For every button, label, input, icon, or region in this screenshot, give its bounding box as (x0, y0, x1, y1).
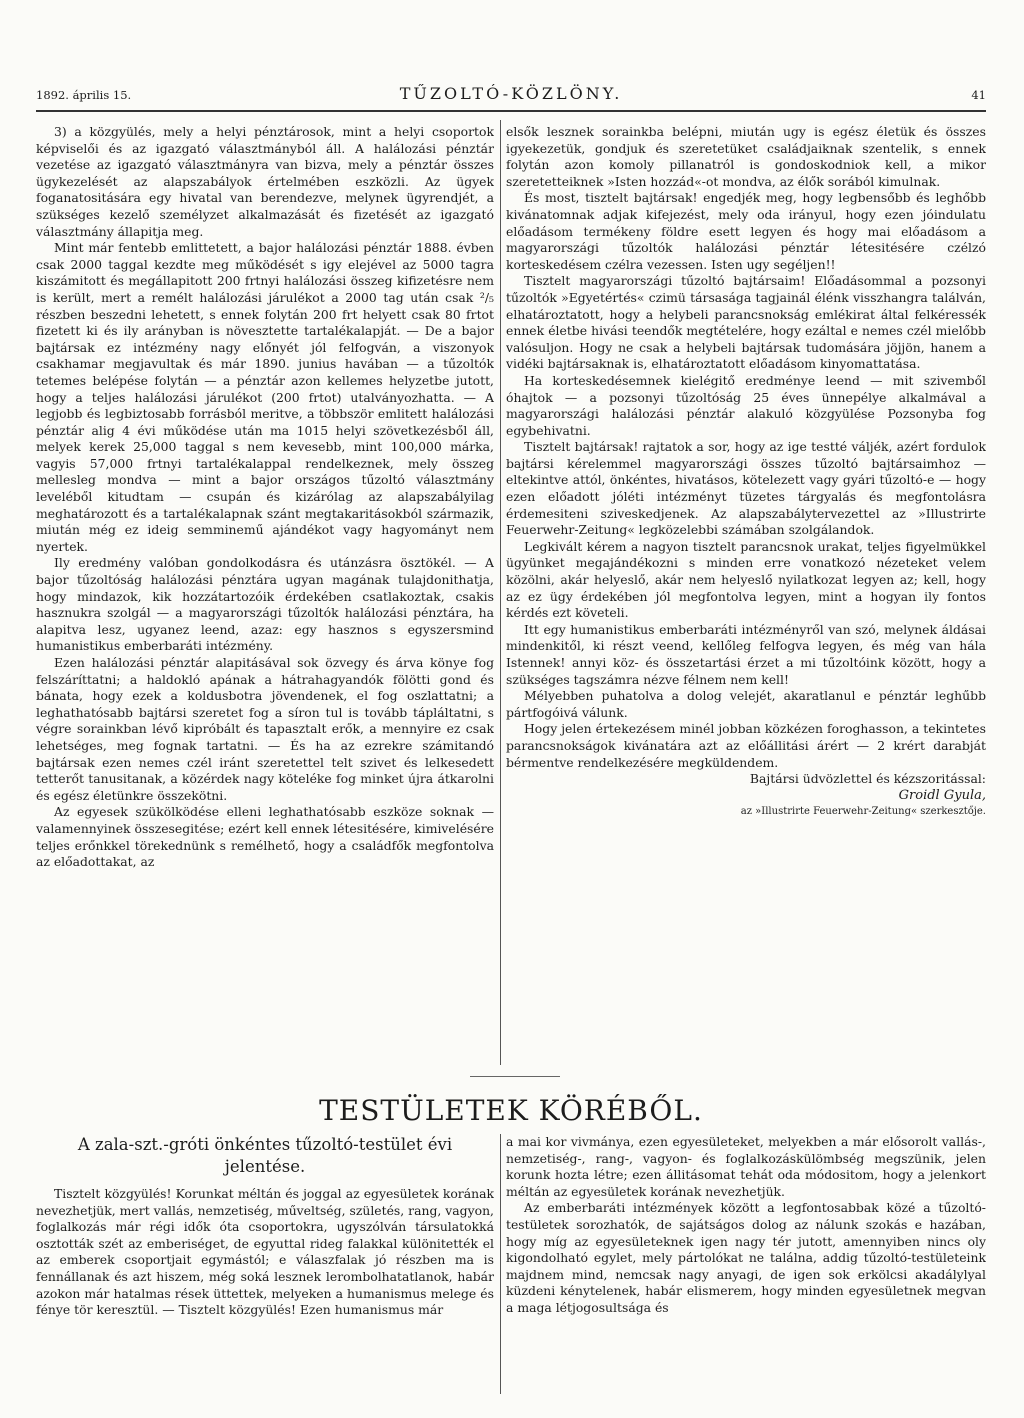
paragraph: Itt egy humanistikus emberbaráti intézményről van szó, melynek áldásai mindenkitől, ki részt veend, kellőleg felfogva legyen, és még van hála Istennek! annyi köz- és összetartási érzet a mi tűzoltóink között, hogy a szükséges tagszámra nézve félnem nem kell! (506, 621, 986, 687)
article-right-column (506, 1134, 986, 1394)
paragraph: Mélyebben puhatolva a dolog velejét, akaratlanul e pénztár leghűbb pártfogóivá válunk. (506, 688, 986, 720)
article-left-column (36, 1186, 494, 1386)
column-divider (500, 1134, 501, 1394)
column-divider (500, 120, 501, 1065)
separator (470, 1076, 560, 1077)
paragraph: És most, tisztelt bajtársak! engedjék meg, hogy legbensőbb és leghőbb kivánatomnak adjak kifejezést, mely oda irányul, hogy ezen jóindulatu előadásom termékeny földre esett legyen és hogy mai előadásom a magyarországi tűzoltók halálozási pénztár létesitésére czélzó korteskedésem czélra vezessen. Isten ugy segéljen!! (506, 190, 986, 272)
paragraph: Tisztelt bajtársak! rajtatok a sor, hogy az ige testté váljék, azért fordulok bajtársi kérelemmel magyarországi összes tűzoltó bajtársaimhoz — eltekintve attól, önkéntes, hivatásos, kötelezett vagy gyári tűzoltó-e — hogy ezen előadott jóléti intézményt tüzetes tárgyalás és megfontolásra érdemesiteni sziveskedjenek. Az alapszabálytervezettel az »Illustrirte Feuerwehr-Zeitung« legközelebbi számában szolgálandok. (506, 439, 986, 538)
issue-date: 1892. április 15. (36, 88, 132, 102)
paragraph: Tisztelt közgyülés! Korunkat méltán és joggal az egyesületek korának nevezhetjük, mert vallás, nemzetiség, műveltség, születés, rang, vagyon, foglalkozás már régi idők óta csoportokra, ugyszólván társulatokká osztották szét az emberiséget, de egyuttal rideg falakkal különitették el az emberek csoportjait egymástól; e válaszfalak jó részben ma is fennállanak és azt hiszem, még soká lesznek lerombolhatatlanok, habár azokon már hatalmas rések üttettek, melyeken a humanismus melege és fénye tör keresztül. — Tisztelt közgyülés! Ezen humanismus már (36, 1186, 494, 1318)
paragraph: elsők lesznek sorainkba belépni, miután ugy is egész életük és összes igyekezetük, gondjuk és szeretetüket családjaiknak szentelik, s ennek folytán azon komoly pillanatról is gondoskodniok kell, a mikor szeretetteiknek »Isten hozzád«-ot mondva, az élők sorából kimulnak. (506, 124, 986, 189)
paragraph: Az egyesek szükölködése elleni leghathatósabb eszköze soknak — valamennyinek összesegitése; ezért kell ennek létesitésére, kimivelésére teljes erőnkkel törekednünk s remélhető, hogy a családfők megfontolva az előadottakat, az (36, 804, 494, 870)
paragraph: Tisztelt magyarországi tűzoltó bajtársaim! Előadásommal a pozsonyi tűzoltók »Egyetértés« czimü társasága tagjainál élénk visszhangra találván, elhatároztatott, hogy a helybeli parancsnokság emlékirat által felkéressék ennek életbe hivási teendők megtételére, hogy ezáltal e nemes czél mielőbb valósuljon. Hogy ne csak a helybeli bajtársak tudomására jöjjön, hanem a vidéki bajtársaknak is, elhatároztatott előadásom kinyomattatása. (506, 273, 986, 372)
header-rule (36, 110, 986, 112)
masthead: TŰZOLTÓ-KÖZLÖNY. (399, 84, 623, 103)
author-name: Groidl Gyula, (898, 787, 986, 803)
paragraph: Hogy jelen értekezésem minél jobban közkézen foroghasson, a tekintetes parancsnokságok kivánatára azt az előállitási árért — 2 krért darabját bérmentve rendelkezésére megküldendem. (506, 721, 986, 770)
page-number: 41 (971, 88, 986, 102)
paragraph: Ezen halálozási pénztár alapitásával sok özvegy és árva könye fog felszáríttatni; a haldokló apának a hátrahagyandók fölötti gond és bánata, hogy ezek a koldusbotra jövendenek, el fog oszlattatni; a leghathatósabb bajtársi szeretet fog a síron tul is tovább tápláltatni, s végre sorainkban lévő kipróbált és tapasztalt erők, a mennyire ez csak lehetséges, meg fognak tartatni. — És ha az ezrekre számitandó bajtársak ezen nemes czél iránt szeretettel telt szivet és lelkesedett tetterőt tanusitanak, a közérdek nagy köteléke fog minket újra átkarolni és egész életünkre összekötni. (36, 655, 494, 803)
author-title: az »Illustrirte Feuerwehr-Zeitung« szerkesztője. (740, 806, 986, 818)
article-title: A zala-szt.-gróti önkéntes tűzoltó-testület évi jelentése. (77, 1135, 453, 1176)
signoff-greeting: Bajtársi üdvözlettel és kézszoritással: (749, 771, 986, 787)
paragraph: Legkivált kérem a nagyon tisztelt parancsnok urakat, teljes figyelmükkel ügyünket megajándékozni s minden erre vonatkozó nézeteket velem közölni, akár helyeslő, akár nem helyeslő nyilatkozat legyen az; kell, hogy az ez ügy érdekében jól megfontolva legyen, mint a hogyan ily fontos kérdés ezt követeli. (506, 538, 986, 621)
paragraph: 3) a közgyülés, mely a helyi pénztárosok, mint a helyi csoportok képviselői és az igazgató választmányból áll. A halálozási pénztár vezetése az igazgató választmányra van bizva, mely a pénztár összes ügykezelését az alapszabályok értelmében eszközli. Az ügyek foganatositására egy hivatal van berendezve, melynek ügyrendjét, a szükséges kezelő személyzet alkalmazását és fizetését az igazgató választmány állapitja meg. (36, 124, 494, 239)
section-title: TESTÜLETEK KÖRÉBŐL. (319, 1094, 703, 1127)
paragraph: Mint már fentebb emlittetett, a bajor halálozási pénztár 1888. évben csak 2000 taggal kezdte meg működését s igy elejével az 5000 tagra kiszámitott és megállapitott 200 frtnyi halálozási összeg kifizetésre nem is került, mert a remélt halálozási járulékot a 2000 tag után csak ²/₅ részben beszedni lehetett, s ennek folytán 200 frt helyett csak 80 frtot fizetett ki és ily arányban is növesztette tartalékalapját. — De a bajor bajtársak ez intézmény nagy előnyét jól felfogván, a viszonyok csakhamar megjavultak és már 1890. junius havában — a tűzoltók tetemes belépése folytán — a pénztár azon kellemes helyzetbe jutott, hogy a teljes halálozási járulékot (200 frtot) utalványozhatta. — A legjobb és legbiztosabb forrásból meritve, a többször emlitett halálozási pénztár alig 4 évi működése után ma 1015 helyi szövetkezésből áll, melyek kerek 25,000 taggal s nem kevesebb, mint 100,000 márka, vagyis 57,000 frtnyi tartalékalappal rendelkeznek, mely összeg mellesleg mondva — mint a bajor országos tűzoltó választmány leveléből kitudtam — csupán és kizárólag az alapszabályilag meghatározott és a tartalékalapnak szánt megtakaritásokból származik, miután még ez ideig semminemű ajándékot vagy hagyományt nem nyertek. (36, 240, 494, 554)
left-column (36, 124, 494, 1064)
paragraph: Ha korteskedésemnek kielégitő eredménye leend — mit szivemből óhajtok — a pozsonyi tűzoltóság 25 éves ünnepélye alkalmával a magyarországi halálozási pénztár alakuló közgyülése Pozsonyba fog egybehivatni. (506, 372, 986, 438)
paragraph: Ily eredmény valóban gondolkodásra és utánzásra ösztökél. — A bajor tűzoltóság halálozási pénztára ugyan magának tulajdonithatja, hogy mindazok, kik hozzátartozóik érdekében csatlakoztak, csakis hasznukra szolgál — a magyarországi tűzoltók halálozási pénztára, ha alapitva lesz, ugyanez leend, azaz: egy hasznos s egyszersmind humanistikus emberbaráti intézmény. (36, 555, 494, 654)
paragraph: Az emberbaráti intézmények között a legfontosabbak közé a tűzoltó-testületek sorozhatók, de sajátságos dolog az nálunk szokás e hazában, hogy míg az egyesületeknek igen nagy tér jutott, amennyiben nincs oly kigondolható egylet, mely pártolókat ne találna, addig tűzoltó-testületeink majdnem mind, nemcsak nagy anyagi, de igen sok erkölcsi akadálylyal küzdeni kénytelenek, habár elismerem, hogy minden egyesületnek megvan a maga létjogosultsága és (506, 1200, 986, 1315)
paragraph: a mai kor vivmánya, ezen egyesületeket, melyekben a már elősorolt vallás-, nemzetiség-, rang-, vagyon- és foglalkozáskülömbség megszünik, jelen korunk hozta létre; ezen állitásomat tehát oda módositom, hogy a jelenkort méltán az egyesületek korának nevezhetjük. (506, 1134, 986, 1199)
right-column (506, 124, 986, 1064)
page-header (36, 84, 986, 106)
